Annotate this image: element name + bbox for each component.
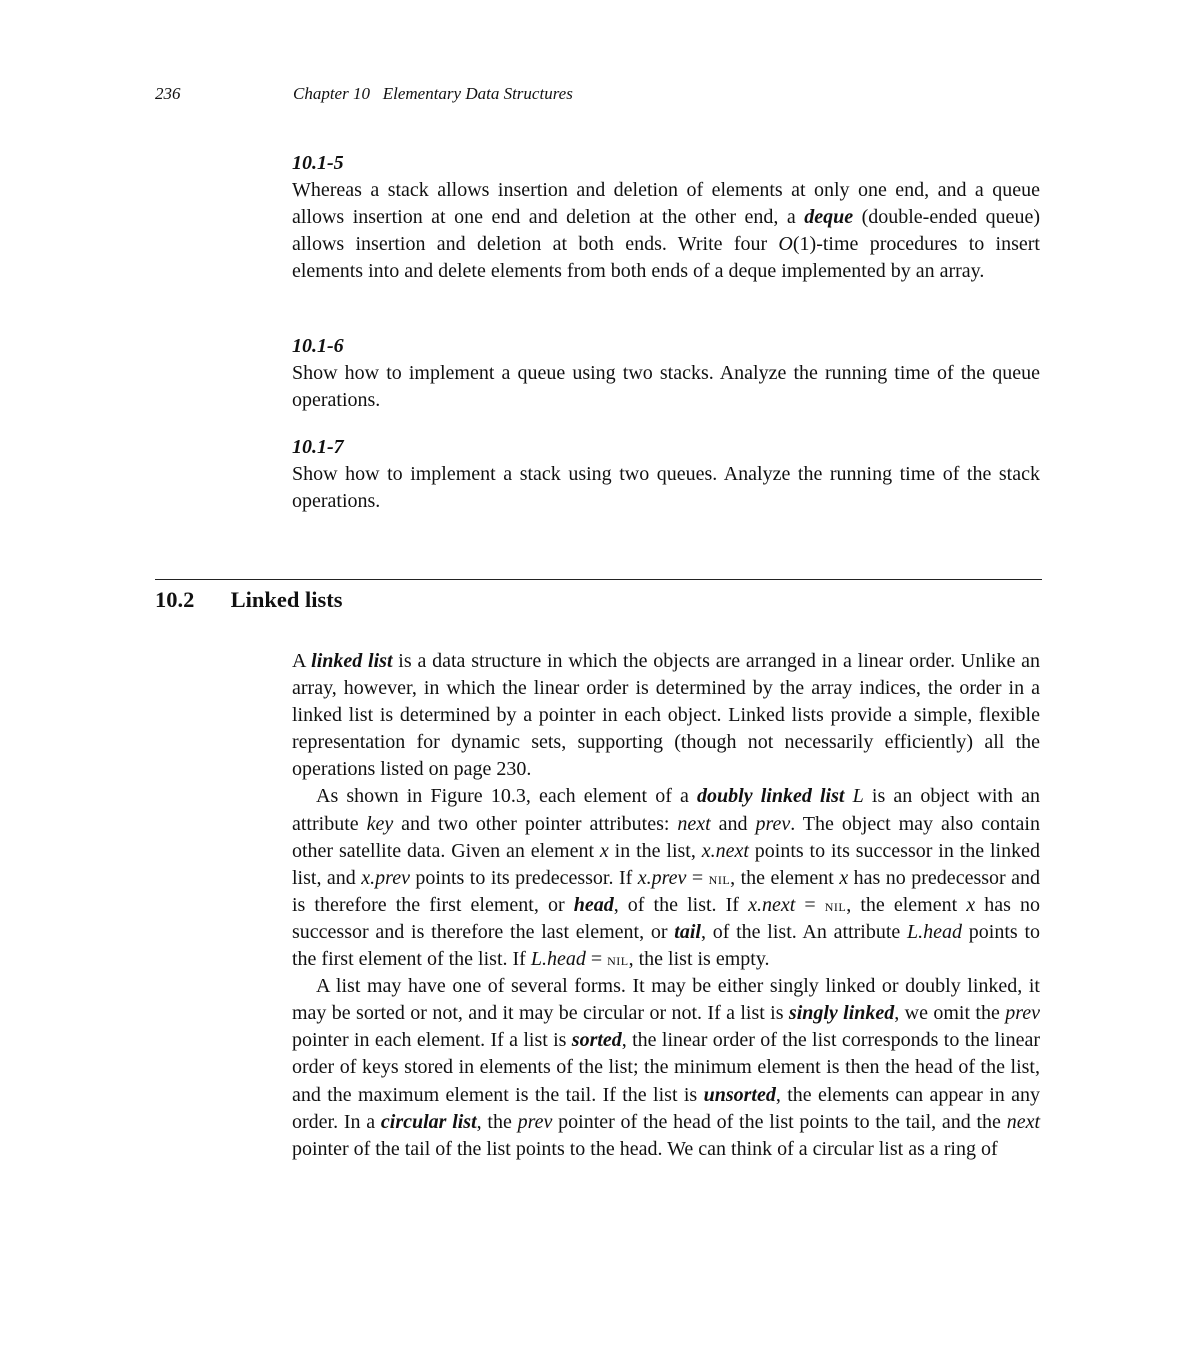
- exercise-text: [292, 177, 1040, 285]
- defined-term: unsorted: [703, 1083, 776, 1106]
- text-run: pointer of the tail of the list points to the head. We can think of a circular list as a ring of: [292, 1137, 998, 1160]
- text-run: A: [292, 650, 312, 672]
- text-run: [844, 785, 852, 807]
- text-run: in the list,: [608, 839, 702, 862]
- section-heading: [155, 587, 343, 613]
- defined-term: tail: [674, 920, 701, 943]
- math-italic: O: [778, 233, 793, 256]
- defined-term: head: [573, 893, 614, 916]
- math-italic: next: [677, 812, 711, 835]
- paragraph: [292, 648, 1040, 783]
- math-italic: x.next: [701, 839, 749, 862]
- paragraph: [292, 783, 1040, 973]
- text-run: , we omit the: [894, 1002, 1006, 1025]
- text-run: , the elements can appear in any order. In a: [292, 1083, 1040, 1133]
- defined-term: linked list: [311, 650, 393, 672]
- math-italic: prev: [517, 1110, 553, 1133]
- text-run: and: [710, 812, 756, 835]
- math-italic: L.head: [907, 920, 963, 943]
- text-run: , the linear order of the list corresponds to the linear order of keys stored in elements of the list; the minimum element is then the head of the list, and the maximum element is the tail. If the list is: [292, 1029, 1040, 1106]
- text-run: Show how to implement a queue using two stacks. Analyze the running time of the queue operations.: [292, 362, 1040, 412]
- text-run: points to the first element of the list. If: [292, 920, 1041, 971]
- page-number: 236: [155, 84, 181, 103]
- text-run: , the list is empty.: [628, 948, 770, 971]
- math-italic: x.next: [748, 893, 796, 916]
- exercise-10-1-5: [292, 150, 1040, 285]
- small-caps-constant: nil: [708, 868, 731, 888]
- exercise-10-1-7: [292, 434, 1040, 515]
- text-run: pointer of the head of the list points to the tail, and the: [552, 1110, 1007, 1133]
- section-title: Linked lists: [230, 587, 343, 612]
- math-italic: prev: [755, 812, 791, 835]
- math-italic: L: [852, 785, 864, 808]
- exercise-number: 10.1-7: [292, 436, 344, 458]
- math-italic: x.prev: [637, 866, 687, 889]
- math-italic: next: [1006, 1110, 1040, 1133]
- defined-term: doubly linked list: [697, 785, 845, 808]
- text-run: has no successor and is therefore the last element, or: [292, 893, 1041, 943]
- text-run: =: [585, 948, 608, 971]
- text-run: , the element: [730, 866, 840, 889]
- defined-term: deque: [804, 206, 854, 229]
- text-run: As shown in Figure 10.3, each element of a: [316, 785, 698, 808]
- math-italic: x.prev: [361, 866, 410, 889]
- exercise-number: 10.1-5: [292, 152, 344, 174]
- text-run: and two other pointer attributes:: [393, 812, 678, 835]
- text-run: , the: [476, 1110, 518, 1133]
- chapter-title: Chapter 10 Elementary Data Structures: [293, 84, 573, 103]
- defined-term: sorted: [571, 1029, 622, 1052]
- text-run: =: [795, 893, 825, 916]
- text-run: has no predecessor and is therefore the first element, or: [292, 866, 1041, 916]
- exercise-10-1-6: [292, 333, 1040, 414]
- exercise-text: [292, 461, 1040, 515]
- text-run: =: [686, 866, 709, 889]
- math-italic: x: [599, 839, 609, 862]
- text-run: A list may have one of several forms. It may be either singly linked or doubly linked, it may be sorted or not, and it may be circular or not. If a list is: [292, 975, 1040, 1025]
- text-run: points to its successor in the linked list, and: [292, 839, 1040, 889]
- math-italic: L.head: [530, 948, 586, 971]
- exercise-text: [292, 360, 1040, 414]
- exercise-number: 10.1-6: [292, 335, 344, 357]
- text-run: , of the list. An attribute: [700, 920, 908, 943]
- text-run: pointer in each element. If a list is: [292, 1029, 572, 1052]
- defined-term: singly linked: [788, 1002, 895, 1025]
- section-number: 10.2: [155, 587, 195, 612]
- text-run: Whereas a stack allows insertion and deletion of elements at only one end, and a queue allows insertion at one end and deletion at the other end, a: [292, 179, 1040, 229]
- text-run: , of the list. If: [613, 893, 749, 916]
- running-head: [155, 84, 1045, 108]
- small-caps-constant: nil: [607, 950, 629, 970]
- paragraph: [292, 973, 1040, 1163]
- text-run: Show how to implement a stack using two queues. Analyze the running time of the stack operations.: [292, 463, 1040, 513]
- text-run: is a data structure in which the objects are arranged in a linear order. Unlike an array, however, in which the linear order is determined by the array indices, the order in a linked list is determined by a pointer in each object. Linked lists provide a simple, flexible representation for dynamic sets, supporting (though not necessarily efficiently) all the operations listed on page 230.: [292, 650, 1040, 781]
- math-italic: prev: [1005, 1002, 1040, 1025]
- math-italic: key: [366, 812, 394, 835]
- text-run: , the element: [846, 893, 967, 916]
- text-run: . The object may also contain other satellite data. Given an element: [292, 812, 1040, 862]
- text-run: points to its predecessor. If: [409, 866, 638, 889]
- text-run: (1)-time procedures to insert elements into and delete elements from both ends of a deque implemented by an array.: [292, 233, 1040, 283]
- section-body: [292, 648, 1040, 1163]
- small-caps-constant: nil: [824, 895, 847, 915]
- defined-term: circular list: [380, 1110, 477, 1133]
- text-run: is an object with an attribute: [292, 785, 1040, 835]
- math-italic: x: [966, 893, 976, 916]
- section-rule: [155, 579, 1042, 580]
- math-italic: x: [839, 866, 849, 889]
- text-run: (double-ended queue) allows insertion and deletion at both ends. Write four: [292, 206, 1040, 256]
